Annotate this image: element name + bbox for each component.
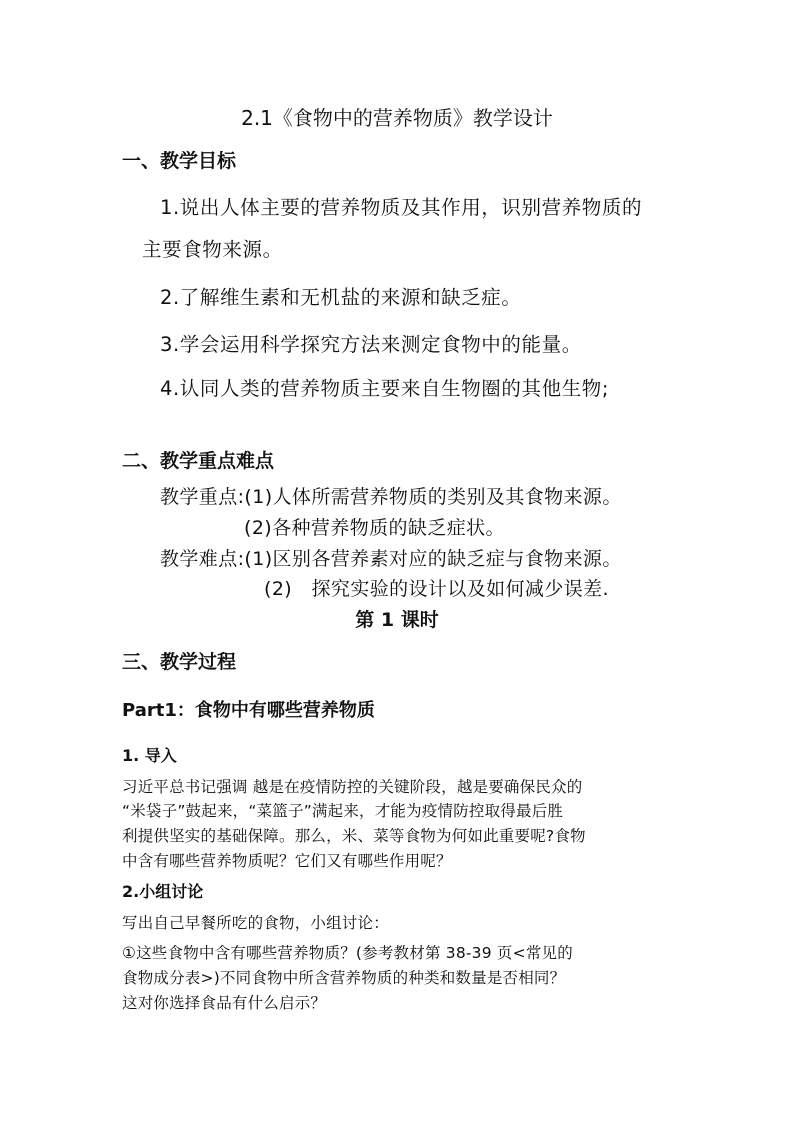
- objective-3: 3.学会运用科学探究方法来测定食物中的能量。: [160, 333, 582, 356]
- objective-1-line-2: 主要食物来源。: [142, 238, 283, 261]
- discussion-line-1: ①这些食物中含有哪些营养物质？(参考教材第 38-39 页<常见的: [122, 944, 573, 962]
- section-heading-objectives: 一、教学目标: [122, 150, 237, 172]
- key-point-2: (2)各种营养物质的缺乏症状。: [244, 517, 505, 539]
- intro-line-1: 习近平总书记强调 越是在疫情防控的关键阶段，越是要确保民众的: [122, 778, 583, 796]
- document-title: 2.1《食物中的营养物质》教学设计: [241, 106, 553, 130]
- key-point-1: 教学重点:(1)人体所需营养物质的类别及其食物来源。: [160, 486, 622, 508]
- part-1-heading: Part1：食物中有哪些营养物质: [122, 700, 375, 721]
- intro-line-4: 中含有哪些营养物质呢？它们又有哪些作用呢？: [122, 852, 452, 870]
- objective-4: 4.认同人类的营养物质主要来自生物圈的其他生物;: [160, 377, 610, 400]
- objective-2: 2.了解维生素和无机盐的来源和缺乏症。: [160, 286, 522, 309]
- discussion-line-2: 食物成分表>)不同食物中所含营养物质的种类和数量是否相同？: [122, 969, 566, 987]
- discussion-line-3: 这对你选择食品有什么启示？: [122, 994, 327, 1012]
- intro-line-2: “米袋子”鼓起来，“菜篮子”满起来，才能为疫情防控取得最后胜: [122, 802, 564, 820]
- difficulty-2: (2) 探究实验的设计以及如何减少误差.: [264, 578, 609, 600]
- lesson-label: 第 1 课时: [355, 609, 439, 631]
- difficulty-1: 教学难点:(1)区别各营养素对应的缺乏症与食物来源。: [160, 548, 622, 570]
- section-heading-process: 三、教学过程: [122, 651, 237, 673]
- discussion-lead: 写出自己早餐所吃的食物，小组讨论：: [122, 914, 389, 932]
- discussion-heading: 2.小组讨论: [122, 882, 204, 901]
- section-heading-key-points: 二、教学重点难点: [122, 450, 275, 472]
- intro-heading: 1. 导入: [122, 746, 177, 765]
- intro-line-3: 利提供坚实的基础保障。那么，米、菜等食物为何如此重要呢?食物: [122, 827, 586, 845]
- objective-1-line-1: 1.说出人体主要的营养物质及其作用，识别营养物质的: [160, 196, 643, 219]
